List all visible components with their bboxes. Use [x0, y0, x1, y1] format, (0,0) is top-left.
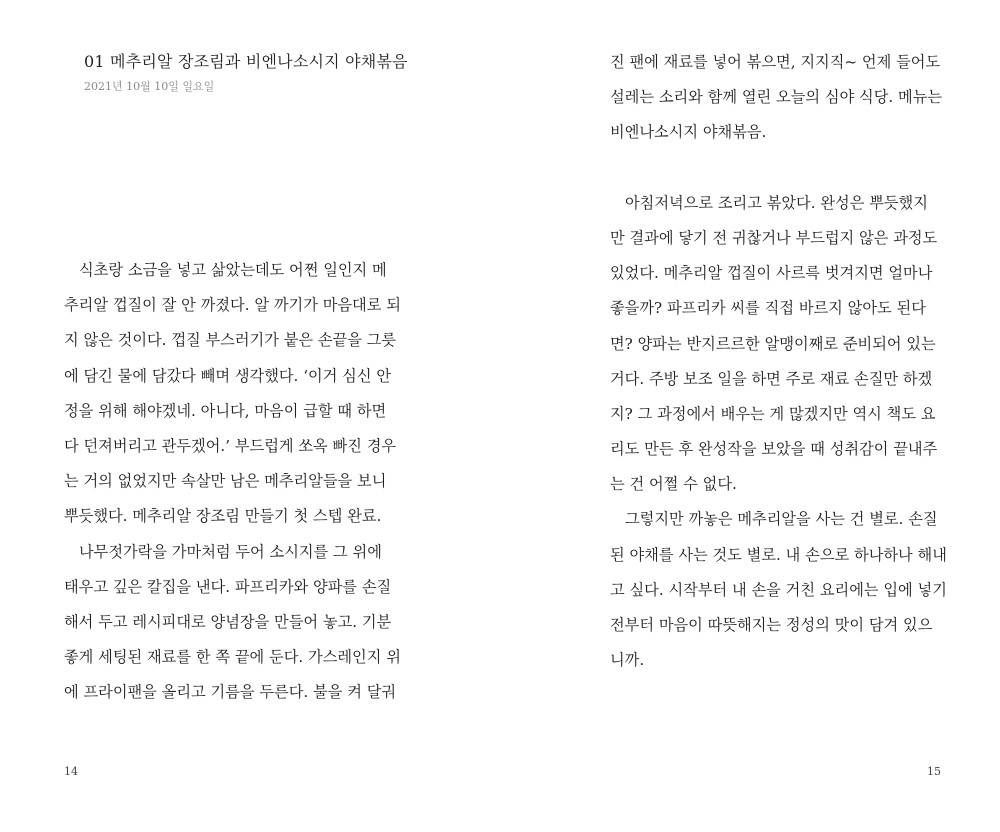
text-line: 정을 위해 해야겠네. 아니다, 마음이 급할 때 하면: [64, 401, 387, 420]
right-body-text: [610, 45, 947, 678]
page-number: 15: [927, 765, 941, 778]
text-line: 그렇지만 까놓은 메추리알을 사는 건 별로. 손질: [625, 510, 938, 529]
text-line: 설레는 소리와 함께 열린 오늘의 심야 식당. 메뉴는: [610, 88, 943, 107]
text-line: 진 팬에 재료를 넣어 볶으면, 지지직~ 언제 들어도: [610, 53, 941, 71]
text-line: 지 않은 것이다. 껍질 부스러기가 붙은 손끝을 그릇: [64, 331, 397, 350]
text-line: 에 담긴 물에 담갔다 빼며 생각했다. ‘이거 심신 안: [64, 366, 392, 385]
text-line: 고 싶다. 시작부터 내 손을 거친 요리에는 입에 넣기: [610, 580, 947, 599]
text-line: 아침저녁으로 조리고 볶았다. 완성은 뿌듯했지: [625, 193, 928, 212]
text-line: 뿌듯했다. 메추리알 장조림 만들기 첫 스텝 완료.: [64, 507, 382, 526]
chapter-title: 01 메추리알 장조림과 비엔나소시지 야채볶음: [84, 52, 408, 71]
text-line: 태우고 깊은 칼집을 낸다. 파프리카와 양파를 손질: [64, 577, 392, 596]
text-line: 식초랑 소금을 넣고 삶았는데도 어쩐 일인지 메: [79, 261, 387, 279]
text-line: 전부터 마음이 따뜻해지는 정성의 맛이 담겨 있으: [610, 616, 933, 634]
text-line: 좋게 세팅된 재료를 한 쪽 끝에 둔다. 가스레인지 위: [64, 648, 401, 667]
page-number: 14: [64, 765, 78, 778]
text-line: 있었다. 메추리알 껍질이 사르륵 벗겨지면 얼마나: [610, 264, 933, 283]
text-line: 된 야채를 사는 것도 별로. 내 손으로 하나하나 해내: [610, 545, 947, 564]
text-line: 니까.: [610, 651, 645, 670]
chapter-date: 2021년 10월 10일 일요일: [84, 80, 215, 93]
text-line: 비엔나소시지 야채볶음.: [610, 123, 767, 142]
text-line: 리도 만든 후 완성작을 보았을 때 성취감이 끝내주: [610, 440, 938, 459]
text-line: 추리알 껍질이 잘 안 까졌다. 알 까기가 마음대로 되: [64, 296, 401, 315]
text-line: 는 건 어쩔 수 없다.: [610, 475, 737, 494]
text-line: 다 던져버리고 관두겠어.’ 부드럽게 쏘옥 빠진 경우: [64, 436, 397, 455]
text-line: 해서 두고 레시피대로 양념장을 만들어 놓고. 기분: [64, 612, 392, 631]
right-page: [500, 0, 1000, 832]
text-line: 지? 그 과정에서 배우는 게 많겠지만 역시 책도 요: [610, 404, 936, 423]
paragraph-gap: [610, 151, 940, 186]
text-line: 에 프라이팬을 올리고 기름을 두른다. 불을 켜 달궈: [64, 683, 397, 702]
left-body-text: [64, 253, 401, 710]
text-line: 좋을까? 파프리카 씨를 직접 바르지 않아도 된다: [610, 299, 926, 318]
text-line: 거다. 주방 보조 일을 하면 주로 재료 손질만 하겠: [610, 369, 933, 388]
text-line: 나무젓가락을 가마처럼 두어 소시지를 그 위에: [79, 542, 382, 561]
text-line: 는 거의 없었지만 속살만 남은 메추리알들을 보니: [64, 472, 387, 491]
text-line: 면? 양파는 반지르르한 알맹이째로 준비되어 있는: [610, 334, 936, 353]
text-line: 만 결과에 닿기 전 귀찮거나 부드럽지 않은 과정도: [610, 228, 938, 247]
